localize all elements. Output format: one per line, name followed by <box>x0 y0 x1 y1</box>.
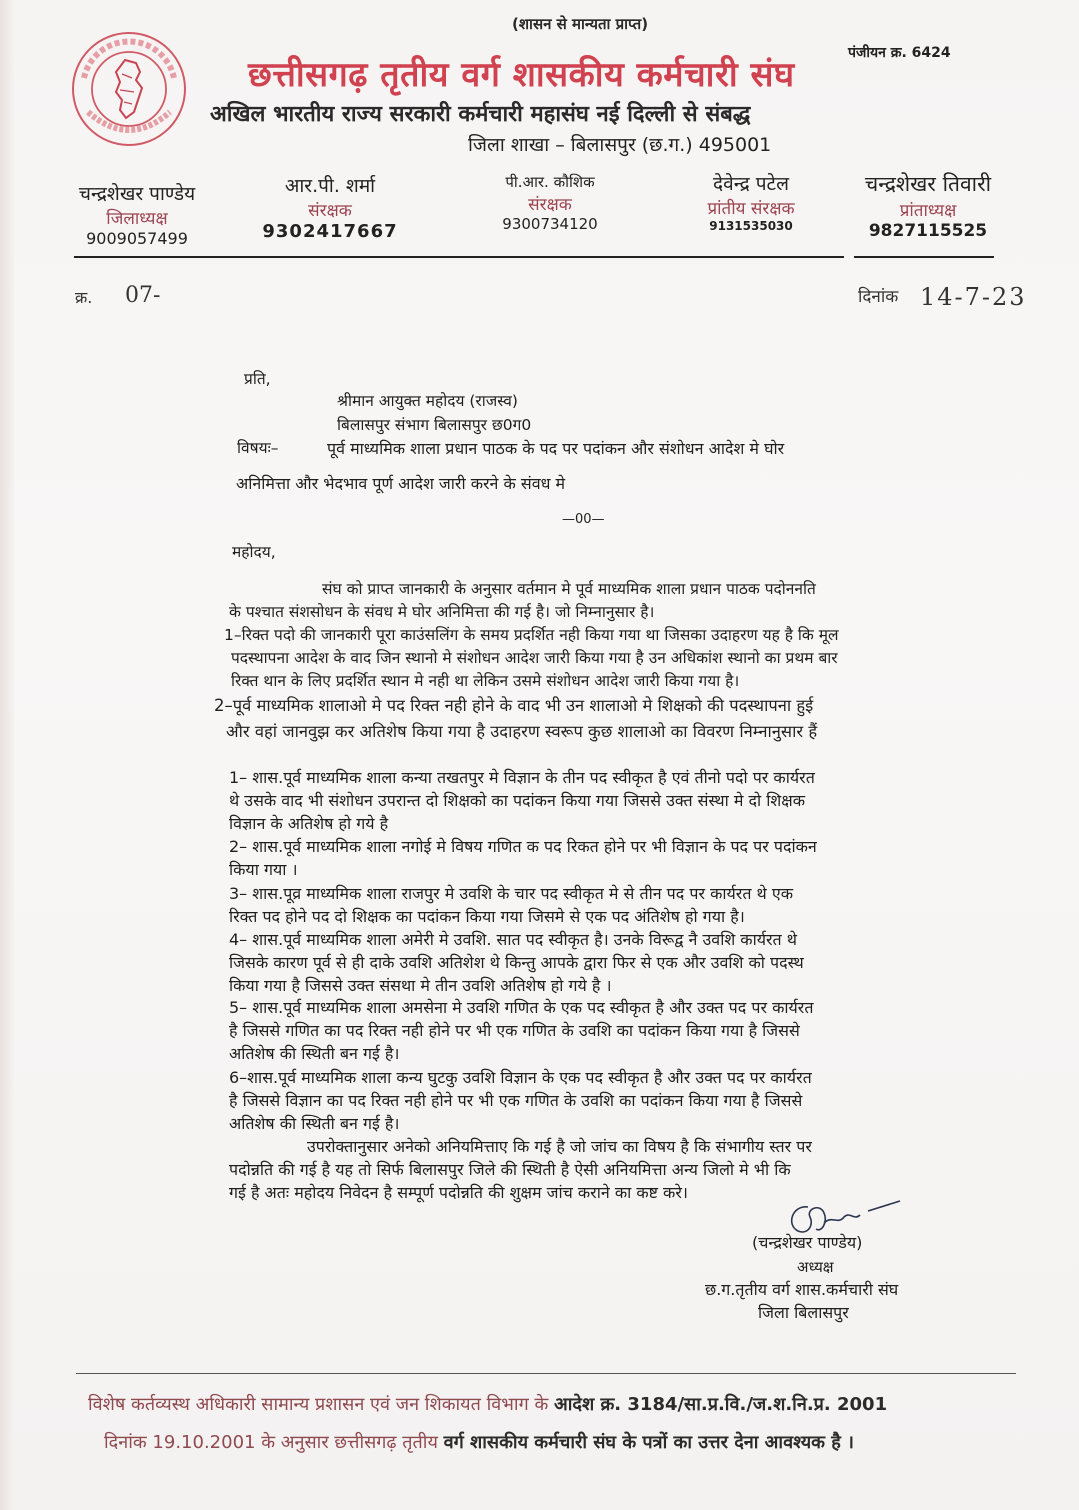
header-divider-right <box>854 256 994 258</box>
official-name: चन्द्रशेखर तिवारी <box>864 172 992 196</box>
official-state-patron <box>676 170 826 233</box>
paragraph-line: 4– शास.पूर्व माध्यमिक शाला अमेरी मे उवशि. सात पद स्वीकृत है। उनके विरूद्व नै उवशि कार्यरत थे <box>229 930 797 949</box>
footer-text: दिनांक 19.10.2001 के अनुसार छत्तीसगढ़ तृतीय <box>104 1432 444 1453</box>
paragraph-line: किया गया । <box>229 860 298 879</box>
paragraph-line: 2– शास.पूर्व माध्यमिक शाला नगोई मे विषय गणित क पद रिकत होने पर भी विज्ञान के पद पर पदांकन <box>229 837 817 856</box>
separator: —00— <box>562 512 605 527</box>
paragraph-line: पदस्थापना आदेश के वाद जिन स्थानो मे संशोधन आदेश जारी किया गया है उन अधिकांश स्थानो का प्रथम बार <box>231 649 838 667</box>
official-role: प्रांतीय संरक्षक <box>707 199 795 219</box>
paragraph-line: है जिससे विज्ञान का पद रिक्त नही होने पर भी एक गणित के उवशि का पदांकन किया गया है जिससे <box>229 1091 803 1110</box>
paragraph-line: उपरोक्तानुसार अनेको अनियमित्ताए कि गई है जो जांच का विषय है कि संभागीय स्तर पर <box>307 1137 812 1156</box>
footer-order-number: आदेश क्र. 3184/सा.प्र.वि./ज.श.नि.प्र. 2001 <box>554 1394 888 1415</box>
official-phone: 9827115525 <box>868 221 988 241</box>
point-2 <box>214 694 817 743</box>
date-label: दिनांक <box>858 287 899 307</box>
paragraph-line: के पश्चात संशसोधन के संवध मे घोर अनिमित्ता की गई है। जो निम्नानुसार है। <box>229 603 655 621</box>
union-seal-icon <box>70 30 188 148</box>
registration-number: पंजीयन क्र. 6424 <box>848 45 951 61</box>
footer-notice-line-1 <box>88 1392 887 1416</box>
signatory-name: (चन्द्रशेखर पाण्डेय) <box>752 1233 863 1252</box>
example-1 <box>229 766 815 835</box>
footer-emphasis: वर्ग शासकीय कर्मचारी संघ के पत्रों का उत्तर देना आवश्यक है । <box>443 1432 854 1453</box>
official-state-president <box>848 170 1008 241</box>
paragraph-line: गई है अतः महोदय निवेदन है सम्पूर्ण पदोन्नति की शुक्षम जांच कराने का कष्ट करे। <box>229 1183 688 1202</box>
paragraph-line: और वहां जानवुझ कर अतिशेष किया गया है उदाहरण स्वरूप कुछ शालाओ का विवरण निम्नानुसार हैं <box>226 722 818 741</box>
footer-notice-line-2 <box>104 1430 854 1454</box>
official-name: देवेन्द्र पटेल <box>713 173 789 195</box>
recipient-line-1: श्रीमान आयुक्त महोदय (राजस्व) <box>337 392 518 410</box>
paragraph-line: अतिशेष की स्थिती बन गई है। <box>229 1044 400 1063</box>
official-name: चन्द्रशेखर पाण्डेय <box>78 183 196 205</box>
conclusion-paragraph <box>229 1135 812 1204</box>
subject-label: विषयः– <box>237 439 279 457</box>
paragraph-line: 2–पूर्व माध्यमिक शालाओ मे पद रिक्त नही होने के वाद भी उन शालाओ मे शिक्षको की पदस्थापना हुई <box>214 696 814 715</box>
official-phone: 9009057499 <box>86 229 188 248</box>
example-6 <box>229 1066 812 1135</box>
paragraph-line: 1–रिक्त पदो की जानकारी पूरा काउंसलिंग के समय प्रदर्शित नही किया गया था जिसका उदाहरण यह है कि मूल <box>224 626 839 644</box>
paragraph-line: पदोन्नति की गई है यह तो सिर्फ बिलासपुर जिले की स्थिती है ऐसी अनियमित्ता अन्य जिलो मे भी कि <box>229 1160 791 1179</box>
official-patron-1 <box>250 172 410 242</box>
paragraph-line: अतिशेष की स्थिती बन गई है। <box>229 1114 400 1133</box>
official-phone: 9302417667 <box>262 221 398 242</box>
official-role: संरक्षक <box>308 201 352 221</box>
official-patron-2 <box>470 172 630 233</box>
header-divider <box>74 256 844 258</box>
reference-number: 07- <box>125 283 161 308</box>
paragraph-line: थे उसके वाद भी संशोधन उपरान्त दो शिक्षको का पदांकन किया गया जिससे उक्त संस्था मे दो शिक्षक <box>229 791 806 810</box>
organization-title: छत्तीसगढ़ तृतीय वर्ग शासकीय कर्मचारी संघ <box>248 55 795 95</box>
recipient-line-2: बिलासपुर संभाग बिलासपुर छ0ग0 <box>337 416 532 434</box>
reference-label: क्र. <box>75 288 93 307</box>
paragraph-line: रिक्त थान के लिए प्रदर्शित स्थान मे नही था लेकिन उसमे संशोधन आदेश जारी किया गया है। <box>231 672 740 690</box>
subject-line-2: अनिमित्ता और भेदभाव पूर्ण आदेश जारी करने के संवध मे <box>236 474 566 493</box>
paragraph-line: विज्ञान के अतिशेष हो गये है <box>229 814 389 833</box>
example-3 <box>229 882 793 928</box>
paragraph-line: संघ को प्राप्त जानकारी के अनुसार वर्तमान मे पूर्व माध्यमिक शाला प्रधान पाठक पदोननति <box>322 580 816 598</box>
paragraph-line: 3– शास.पूव्र माध्यमिक शाला राजपुर मे उवशि के चार पद स्वीकृत मे से तीन पद पर कार्यरत थे एक <box>229 884 793 903</box>
paragraph-line: है जिससे गणित का पद रिक्त नही होने पर भी एक गणित के उवशि का पदांकन किया गया है जिससे <box>229 1021 800 1040</box>
official-role: प्रांताध्यक्ष <box>899 201 957 221</box>
example-2 <box>229 835 817 881</box>
paragraph-line: 1– शास.पूर्व माध्यमिक शाला कन्या तखतपुर मे विज्ञान के तीन पद स्वीकृत है एवं तीनो पदो पर कार्यरत <box>229 768 815 787</box>
signatory-district: जिला बिलासपुर <box>758 1303 849 1322</box>
example-4 <box>229 928 804 997</box>
paragraph-line: जिसके कारण पूर्व से ही दाके उवशि अतिशेश थे किन्तु आपके द्वारा फिर से एक और उवशि को पदस्थ <box>229 953 804 972</box>
paragraph-line: 6–शास.पूर्व माध्यमिक शाला कन्य घुटकु उवशि विज्ञान के एक पद स्वीकृत है और उक्त पद पर कार्यरत <box>229 1068 812 1087</box>
signatory-designation: अध्यक्ष <box>797 1258 834 1276</box>
paragraph-line: रिक्त पद होने पद दो शिक्षक का पदांकन किया गया जिसमे से एक पद अंतिशेष हो गया है। <box>229 907 745 926</box>
example-5 <box>229 996 813 1065</box>
official-phone: 9131535030 <box>709 219 793 233</box>
official-district-president <box>62 180 212 248</box>
date-value: 14-7-23 <box>920 283 1027 311</box>
recognition-note: (शासन से मान्यता प्राप्त) <box>512 15 649 33</box>
point-1 <box>224 624 839 693</box>
intro-paragraph <box>322 578 816 601</box>
official-role: संरक्षक <box>528 195 572 215</box>
intro-paragraph-cont <box>229 601 654 624</box>
official-name: आर.पी. शर्मा <box>284 175 376 197</box>
signatory-organization: छ.ग.तृतीय वर्ग शास.कर्मचारी संघ <box>705 1280 899 1299</box>
footer-divider <box>76 1373 1016 1374</box>
footer-text: विशेष कर्तव्यस्थ अधिकारी सामान्य प्रशासन एवं जन शिकायत विभाग के <box>88 1394 554 1415</box>
to-label: प्रति, <box>244 370 271 388</box>
official-name: पी.आर. कौशिक <box>505 173 595 191</box>
paragraph-line: 5– शास.पूर्व माध्यमिक शाला अमसेना मे उवशि गणित के एक पद स्वीकृत है और उक्त पद पर कार्यरत <box>229 998 814 1017</box>
affiliation-line: अखिल भारतीय राज्य सरकारी कर्मचारी महासंघ नई दिल्ली से संबद्ध <box>210 101 751 127</box>
official-role: जिलाध्यक्ष <box>106 209 168 229</box>
branch-address: जिला शाखा – बिलासपुर (छ.ग.) 495001 <box>468 134 772 156</box>
salutation: महोदय, <box>232 543 276 561</box>
official-phone: 9300734120 <box>502 215 598 233</box>
paragraph-line: किया गया है जिससे उक्त संसथा मे तीन उवशि अतिशेष हो गये है । <box>229 976 612 995</box>
page-edge-shadow <box>0 0 14 1510</box>
subject-line-1: पूर्व माध्यमिक शाला प्रधान पाठक के पद पर पदांकन और संशोधन आदेश मे घोर <box>327 439 785 458</box>
